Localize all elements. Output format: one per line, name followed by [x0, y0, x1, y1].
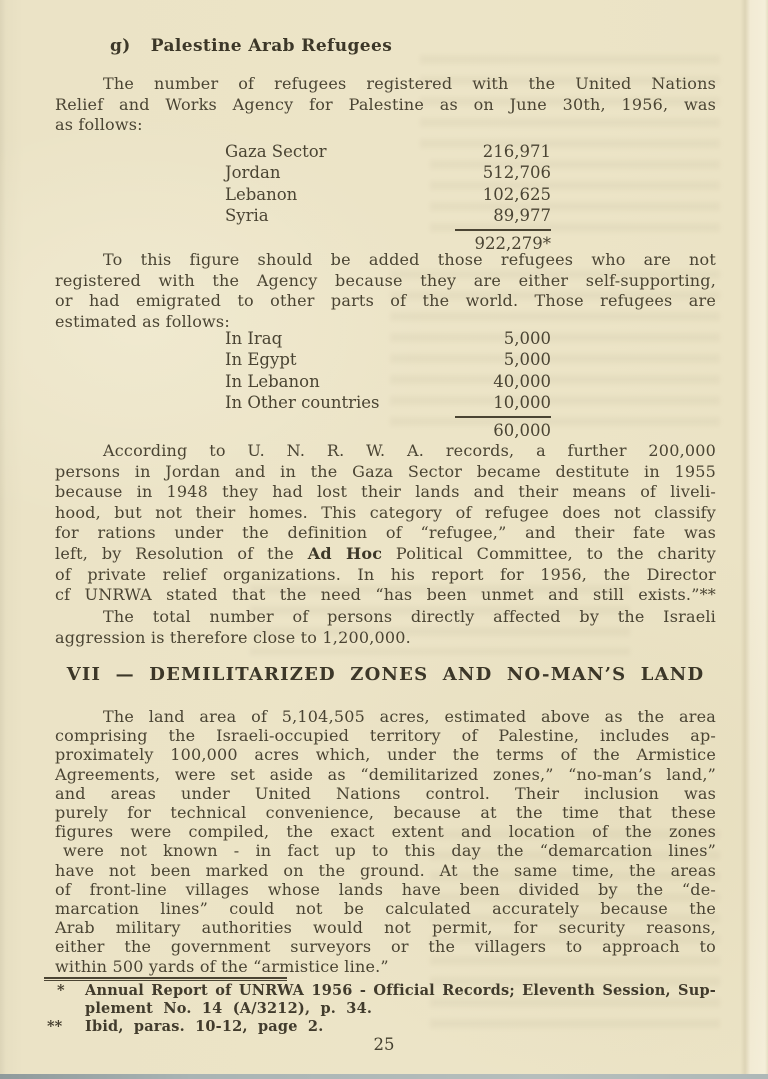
text-line: comprising the Israeli-occupied territory of Palestine, includes ap-: [55, 726, 716, 746]
text-line: within 500 yards of the “armistice line.”: [55, 956, 389, 976]
footnote-separator-rule: [44, 977, 287, 981]
text-line: as follows:: [55, 115, 143, 135]
text-line: purely for technical convenience, because at the time that these: [55, 803, 716, 823]
text-line: [55, 544, 716, 565]
text-line: and areas under United Nations control. Their inclusion was: [55, 783, 716, 803]
subsection-letter: g): [110, 36, 131, 56]
text-line: figures were compiled, the exact extent and location of the zones: [55, 822, 716, 842]
footnote-line: Annual Report of UNRWA 1956 - Official Records; Eleventh Session, Sup-: [85, 982, 716, 999]
footnote: [55, 982, 716, 1018]
text-line: persons in Jordan and in the Gaza Sector became destitute in 1955: [55, 461, 716, 481]
table-row: [225, 162, 551, 183]
row-label: In Iraq: [225, 329, 283, 348]
text-line: The total number of persons directly affected by the Israeli: [103, 607, 716, 626]
footnote-line: plement No. 14 (A/3212), p. 34.: [85, 1000, 373, 1017]
row-value: 40,000: [493, 371, 551, 391]
text-line: Arab military authorities would not permit, for security reasons,: [55, 918, 716, 938]
row-value: 5,000: [503, 350, 551, 370]
text-line: registered with the Agency because they are either self-supporting,: [55, 270, 716, 290]
bold-text-segment: Ad Hoc: [307, 543, 383, 563]
row-value: 512,706: [482, 163, 551, 183]
text-line: of private relief organizations. In his report for 1956, the Director: [55, 564, 716, 584]
footnote-line: Ibid, paras. 10-12, page 2.: [85, 1018, 324, 1035]
text-line: To this figure should be added those refugees who are not: [103, 250, 716, 269]
text-line: hood, but not their homes. This category of refugee does not classify: [55, 502, 716, 522]
text-line: According to U. N. R. W. A. records, a further 200,000: [103, 441, 716, 460]
text-line: of front-line villages whose lands have been divided by the “de-: [55, 879, 716, 899]
table-total: 60,000: [493, 420, 551, 440]
row-label: Syria: [225, 206, 269, 226]
table-total: 922,279*: [474, 233, 551, 253]
row-value: 102,625: [482, 184, 551, 204]
sum-rule: [455, 229, 551, 231]
sum-rule: [455, 416, 551, 418]
table-row: [225, 392, 551, 413]
text-line: because in 1948 they had lost their lands and their means of liveli-: [55, 482, 716, 502]
row-label: Lebanon: [225, 184, 298, 204]
text-line: marcation lines” could not be calculated accurately because the: [55, 899, 716, 919]
text-line: cf UNRWA stated that the need “has been unmet and still exists.”**: [55, 585, 716, 605]
row-value: 216,971: [482, 142, 551, 161]
text-segment: Political Committee, to the charity: [382, 543, 716, 563]
table-row: [225, 349, 551, 370]
paragraph-total-affected: [55, 607, 716, 648]
subsection-title: Palestine Arab Refugees: [150, 36, 393, 56]
paragraph-demilitarized-zones: [55, 707, 716, 976]
text-segment: left, by Resolution of the: [55, 543, 308, 563]
estimated-refugees-table: [225, 328, 551, 441]
row-label: Jordan: [225, 163, 281, 183]
paragraph-unregistered-refugees: [55, 250, 716, 332]
text-line: The land area of 5,104,505 acres, estimated above as the area: [103, 707, 716, 726]
registered-refugees-table: [225, 141, 551, 254]
section-heading: VII — DEMILITARIZED ZONES AND NO-MAN’S LAND: [66, 664, 705, 685]
text-line: either the government surveyors or the villagers to approach to: [55, 937, 716, 957]
text-line: or had emigrated to other parts of the world. Those refugees are: [55, 291, 716, 311]
text-line: The number of refugees registered with the United Nations: [103, 74, 716, 93]
footnote-marker: *: [57, 982, 65, 999]
footnotes: [47, 982, 716, 1036]
row-value: 10,000: [493, 393, 551, 413]
table-row: [225, 205, 551, 226]
text-line: estimated as follows:: [55, 311, 230, 331]
text-line: were not known - in fact up to this day the “demarcation lines”: [63, 841, 716, 861]
footnote-marker: **: [47, 1018, 63, 1035]
scan-bottom-edge: [0, 1074, 768, 1079]
text-line: Relief and Works Agency for Palestine as on June 30th, 1956, was: [55, 94, 716, 114]
text-line: aggression is therefore close to 1,200,000.: [55, 627, 411, 647]
row-label: In Lebanon: [225, 371, 320, 391]
row-label: In Other countries: [225, 393, 380, 413]
text-line: have not been marked on the ground. At the same time, the areas: [55, 860, 716, 880]
row-value: 89,977: [493, 206, 551, 226]
paragraph-unrwa-records: [55, 441, 716, 606]
footnote: [47, 1018, 716, 1036]
table-row: [225, 141, 551, 162]
table-row: [225, 328, 551, 349]
row-label: Gaza Sector: [225, 142, 327, 161]
page-number: 25: [373, 1035, 395, 1054]
text-line: proximately 100,000 acres which, under the terms of the Armistice: [55, 745, 716, 765]
text-line: Agreements, were set aside as “demilitarized zones,” “no-man’s land,”: [55, 764, 716, 784]
row-value: 5,000: [503, 329, 551, 348]
subsection-heading: [110, 36, 392, 56]
paragraph-refugees-registered: [55, 74, 716, 136]
row-label: In Egypt: [225, 350, 297, 370]
table-row: [225, 184, 551, 205]
text-line: for rations under the definition of “refugee,” and their fate was: [55, 523, 716, 543]
table-row: [225, 371, 551, 392]
